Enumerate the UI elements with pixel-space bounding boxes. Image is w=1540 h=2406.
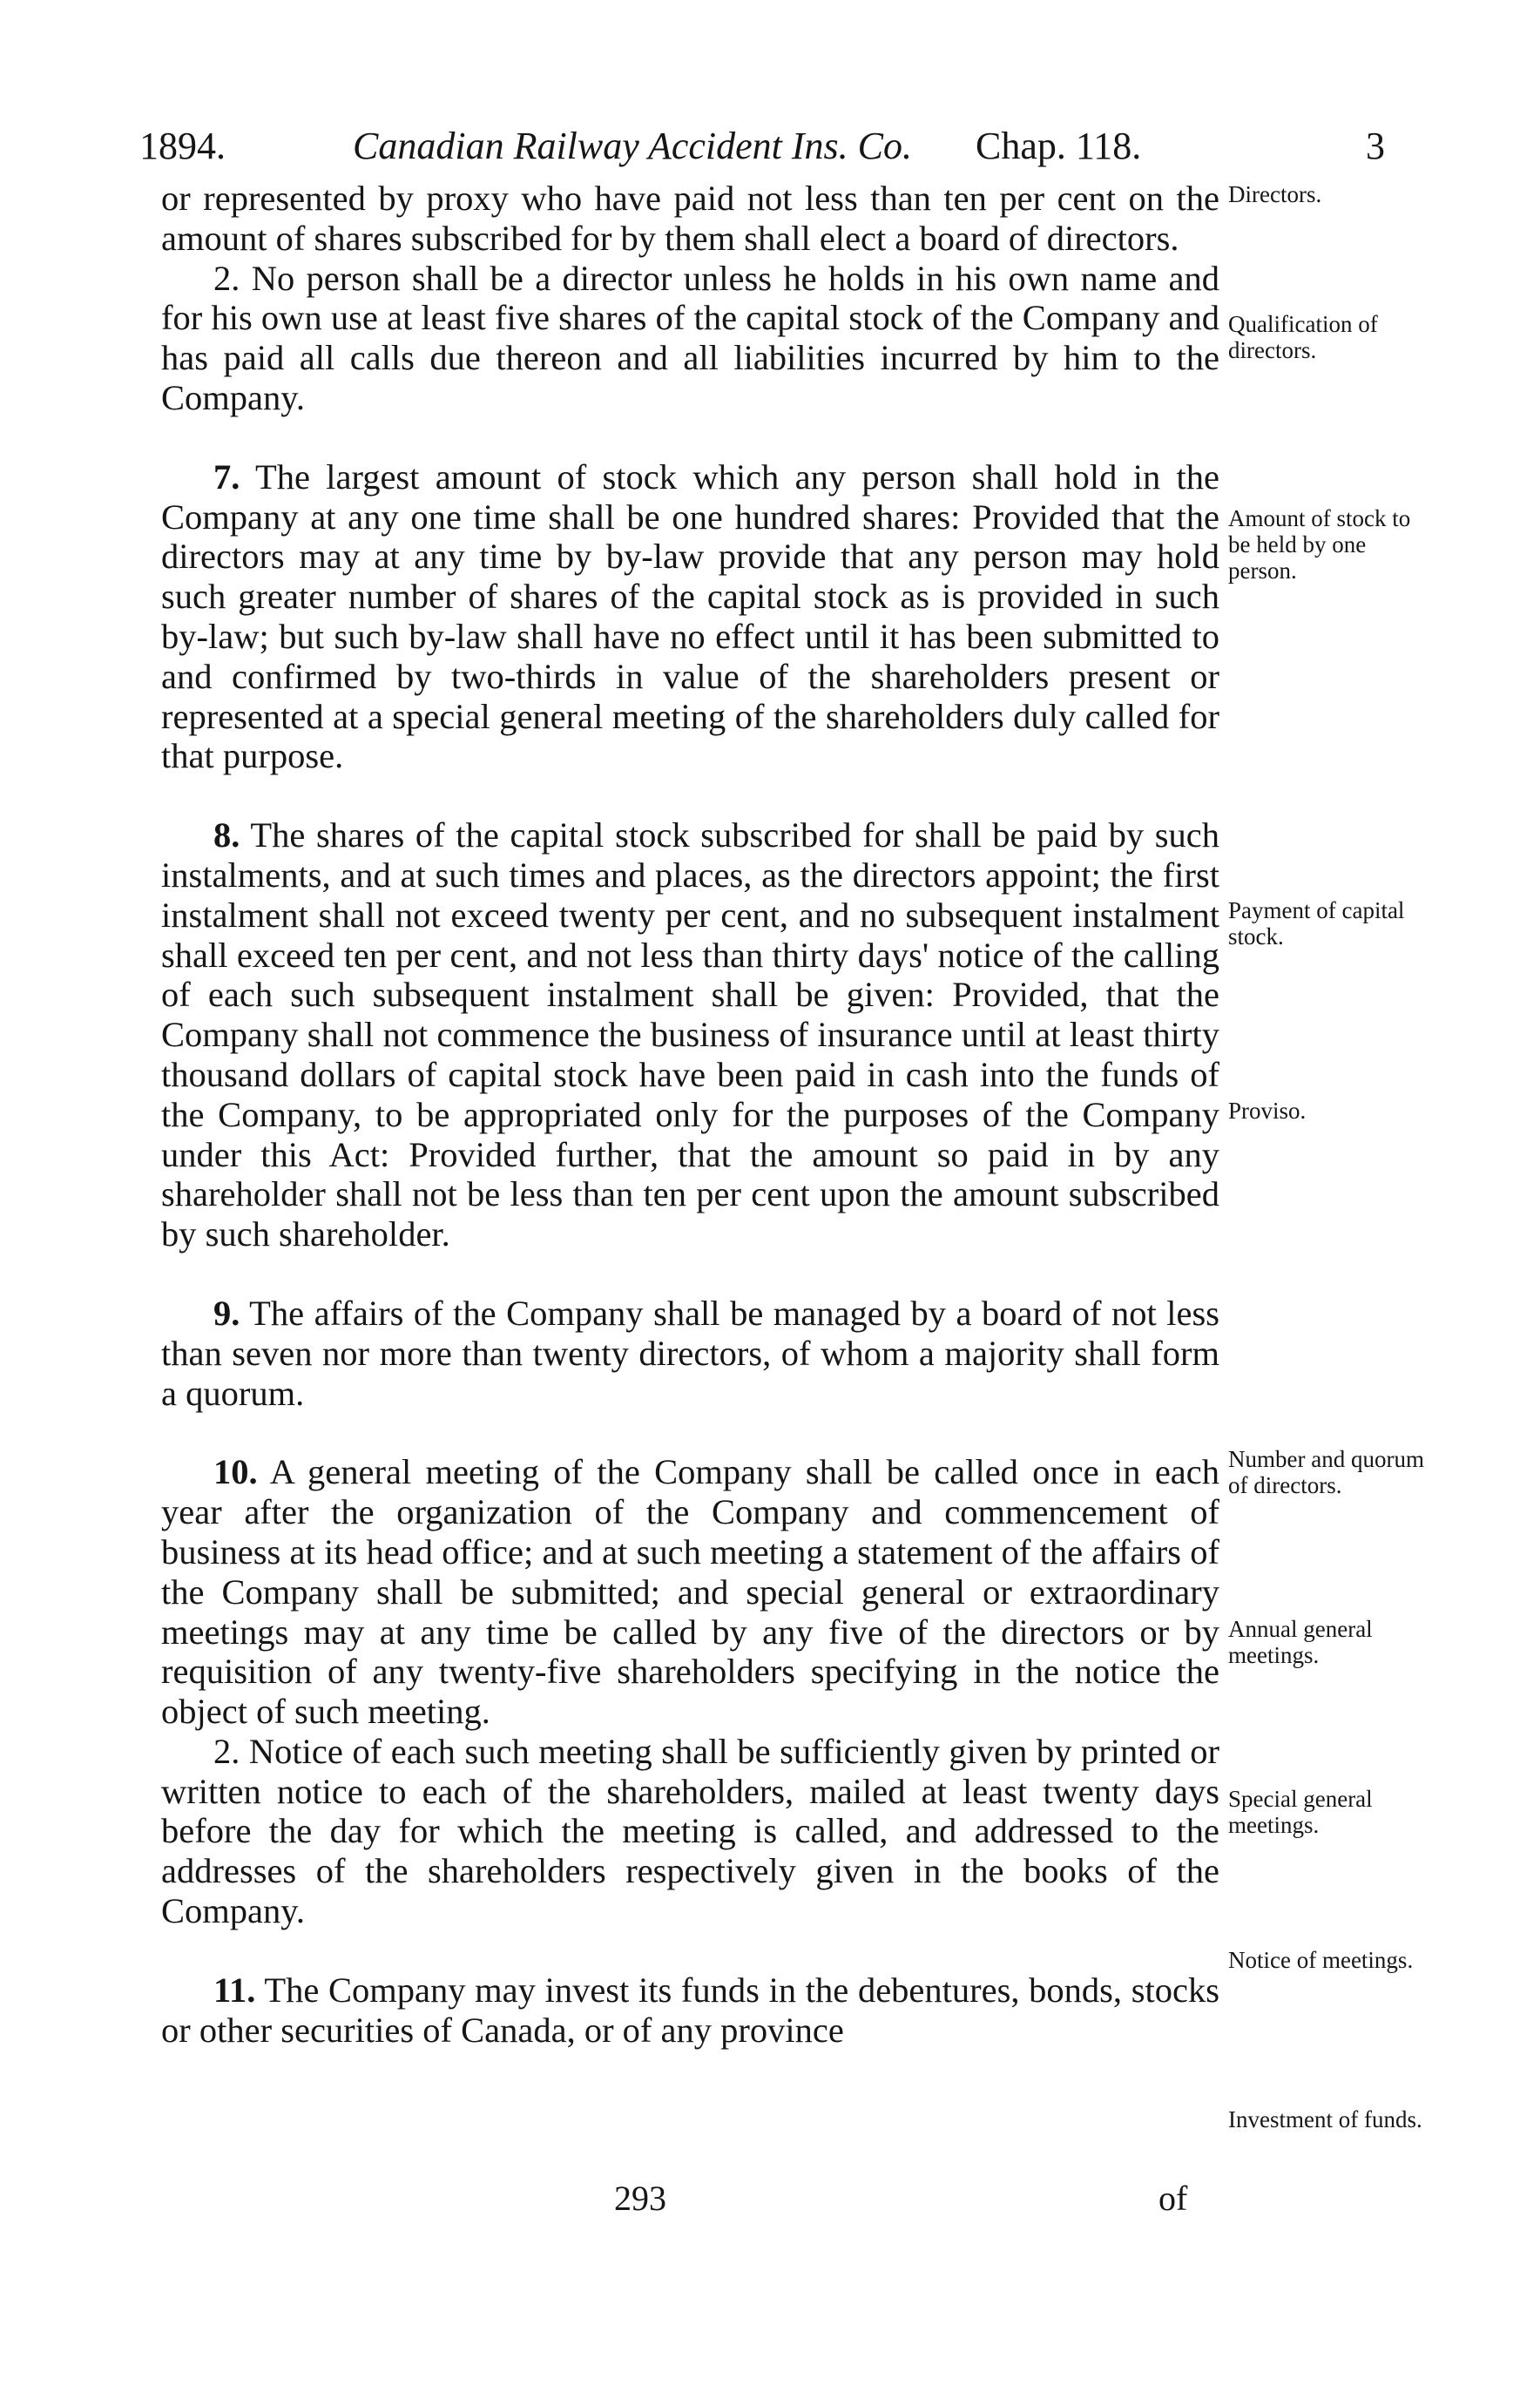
header-year: 1894. xyxy=(139,125,226,167)
marginal-note: Proviso. xyxy=(1228,1098,1307,1124)
section-8 xyxy=(161,815,1219,1254)
paragraph xyxy=(161,1732,1219,1931)
paragraph-text: The shares of the capital stock subscribed for shall be paid by such instalments, and at such times and places, as the directors appoint; the first instalment shall not exceed twenty per cent, and no subsequent instalment shall exceed ten per cent, and not less than thirty days' notice of the calling of each such subsequent instalment shall be given: Provided, that the Company shall not commence the business of insurance until at least thirty thousand dollars of capital stock have been paid in cash into the funds of the Company, to be appropriated only for the purposes of the Company under this Act: Provided further, that the amount so paid in by any shareholder shall not be less than ten per cent upon the amount subscribed by such shareholder. xyxy=(161,815,1219,1254)
marginal-note: Notice of meetings. xyxy=(1228,1947,1414,1973)
marginal-note: Qualification of directors. xyxy=(1228,311,1378,363)
section-9 xyxy=(161,1294,1219,1413)
section-number: 7. xyxy=(213,456,240,497)
marginal-note: Payment of capital stock. xyxy=(1228,897,1405,950)
paragraph-text: 2. Notice of each such meeting shall be sufficiently given by printed or written notice to each of the shareholders, mailed at least twenty days before the day for which the meeting is called, and addressed to the addresses of the shareholders respectively given in the books of the Company. xyxy=(161,1731,1219,1931)
footer-catchword: of xyxy=(1158,2179,1188,2218)
marginal-note: Number and quorum of directors. xyxy=(1228,1446,1424,1498)
running-header xyxy=(139,120,1385,172)
footer-page-number: 293 xyxy=(614,2179,666,2218)
paragraph-text: The affairs of the Company shall be managed by a board of not less than seven nor more than twenty directors, of whom a majority shall form a quorum. xyxy=(161,1293,1219,1413)
section-number: 8. xyxy=(213,815,240,855)
header-title: Canadian Railway Accident Ins. Co. xyxy=(353,125,913,167)
paragraph xyxy=(161,179,1219,259)
marginal-note: Amount of stock to be held by one person. xyxy=(1228,505,1411,584)
section-number: 11. xyxy=(213,1970,256,2010)
paragraph-text: The largest amount of stock which any person shall hold in the Company at any one time shall be one hundred shares: Provided that the directors may at any time by by-law provide that any person may hold such greater number of shares of the capital stock as is provided in such by-law; but such by-law shall have no effect until it has been submitted to and confirmed by two-thirds in value of the shareholders present or represented at a special general meeting of the shareholders duly called for that purpose. xyxy=(161,456,1219,776)
section-number: 9. xyxy=(213,1293,240,1333)
section-7 xyxy=(161,457,1219,776)
paragraph xyxy=(161,259,1219,418)
header-chapter: Chap. 118. xyxy=(976,125,1142,167)
marginal-note: Investment of funds. xyxy=(1228,2106,1422,2132)
marginal-note: Special general meetings. xyxy=(1228,1786,1373,1838)
marginal-note: Annual general meetings. xyxy=(1228,1616,1373,1668)
section-10 xyxy=(161,1452,1219,1732)
paragraph-text: The Company may invest its funds in the debentures, bonds, stocks or other securities of Canada, or of any province xyxy=(161,1970,1219,2050)
marginal-note: Directors. xyxy=(1228,181,1322,207)
header-page-number: 3 xyxy=(1366,125,1385,167)
paragraph-text: A general meeting of the Company shall be called once in each year after the organization of the Company and commencement of business at its head office; and at such meeting a statement of the affairs of the Company shall be submitted; and special general or extraordinary meetings may at any time be called by any five of the directors or by requisition of any twenty-five shareholders specifying in the notice the object of such meeting. xyxy=(161,1452,1220,1732)
paragraph-text: or represented by proxy who have paid not less than ten per cent on the amount of shares subscribed for by them shall elect a board of directors. xyxy=(161,179,1219,258)
section-11 xyxy=(161,1970,1219,2051)
paragraph-text: 2. No person shall be a director unless he holds in his own name and for his own use at least five shares of the capital stock of the Company and has paid all calls due thereon and all liabilities incurred by him to the Company. xyxy=(161,258,1219,417)
body-text xyxy=(161,179,1219,2050)
section-number: 10. xyxy=(213,1452,258,1492)
